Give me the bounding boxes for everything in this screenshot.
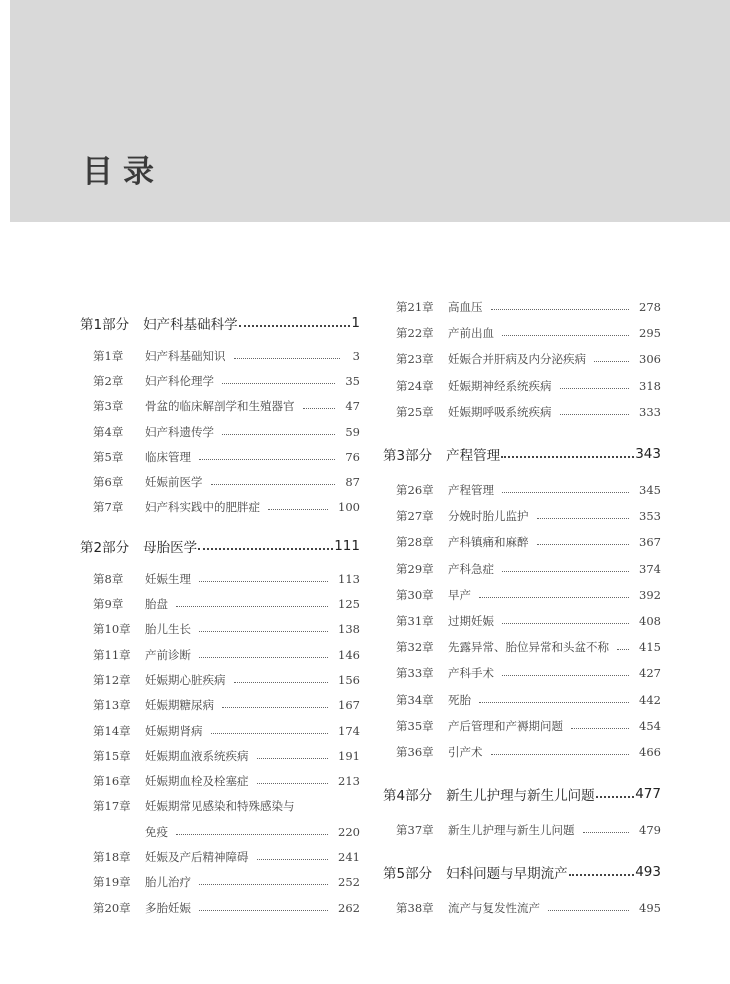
page-number: 111 <box>334 538 360 555</box>
dot-leader <box>257 783 329 784</box>
toc-column-left <box>80 303 360 920</box>
chapter-title: 妊娠期神经系统疾病 <box>448 378 552 393</box>
chapter-number: 第13章 <box>93 698 131 713</box>
chapter-number: 第19章 <box>93 875 131 890</box>
toc-part-entry[interactable] <box>383 849 661 895</box>
chapter-title: 产科镇痛和麻醉 <box>448 535 529 550</box>
page-number: 454 <box>639 718 661 733</box>
toc-chapter-entry[interactable] <box>80 667 360 692</box>
dot-leader <box>199 581 328 582</box>
toc-chapter-entry[interactable] <box>80 844 360 869</box>
dot-leader <box>560 388 630 389</box>
page-number: 87 <box>345 475 360 490</box>
chapter-title: 妊娠期肾病 <box>145 723 203 738</box>
toc-chapter-entry[interactable] <box>383 660 661 686</box>
toc-chapter-entry[interactable] <box>80 394 360 419</box>
toc-part-entry[interactable] <box>80 526 360 566</box>
page-number: 76 <box>345 449 360 464</box>
dot-leader <box>501 456 634 458</box>
dot-leader <box>176 834 328 835</box>
chapter-number: 第33章 <box>396 666 434 681</box>
toc-chapter-entry[interactable] <box>80 469 360 494</box>
page-number: 466 <box>639 744 661 759</box>
dot-leader <box>479 702 629 703</box>
chapter-title: 胎儿治疗 <box>145 875 191 890</box>
toc-chapter-entry[interactable] <box>80 768 360 793</box>
page-number: 295 <box>639 326 661 341</box>
dot-leader <box>583 832 630 833</box>
page-number: 167 <box>338 698 360 713</box>
page-number: 278 <box>639 300 661 315</box>
chapter-number: 第31章 <box>396 613 434 628</box>
chapter-number: 第20章 <box>93 900 131 915</box>
dot-leader <box>199 910 328 911</box>
dot-leader <box>502 335 629 336</box>
toc-chapter-entry[interactable] <box>383 529 661 555</box>
page-number: 252 <box>338 875 360 890</box>
toc-column-right <box>383 294 661 921</box>
dot-leader <box>234 682 329 683</box>
page-number: 343 <box>635 445 661 462</box>
page-number: 477 <box>635 786 661 802</box>
toc-chapter-entry[interactable] <box>383 294 661 320</box>
toc-chapter-entry[interactable] <box>383 399 661 425</box>
chapter-number: 第26章 <box>396 483 434 498</box>
page-number: 427 <box>639 666 661 681</box>
chapter-number: 第25章 <box>396 404 434 419</box>
chapter-number: 第17章 <box>93 799 131 814</box>
page-number: 146 <box>338 647 360 662</box>
part-number: 第4部分 <box>383 788 433 804</box>
dot-leader <box>502 623 629 624</box>
dot-leader <box>596 796 635 798</box>
dot-leader <box>502 571 629 572</box>
chapter-title: 妊娠期常见感染和特殊感染与 <box>145 799 295 814</box>
chapter-title: 产前出血 <box>448 326 494 341</box>
chapter-number: 第29章 <box>396 561 434 576</box>
toc-chapter-entry[interactable] <box>383 608 661 634</box>
page-number: 220 <box>338 824 360 839</box>
part-title: 产程管理 <box>446 447 501 464</box>
dot-leader <box>303 408 336 409</box>
page-number: 138 <box>338 622 360 637</box>
chapter-title: 免疫 <box>145 824 168 839</box>
toc-chapter-entry[interactable] <box>80 617 360 642</box>
chapter-number: 第3章 <box>93 399 124 414</box>
dot-leader <box>222 707 328 708</box>
dot-leader <box>198 548 333 550</box>
chapter-title: 妊娠期呼吸系统疾病 <box>448 404 552 419</box>
chapter-title: 妊娠合并肝病及内分泌疾病 <box>448 352 586 367</box>
chapter-title: 产科急症 <box>448 561 494 576</box>
chapter-title: 临床管理 <box>145 449 191 464</box>
chapter-title: 产前诊断 <box>145 647 191 662</box>
toc-chapter-entry[interactable] <box>80 566 360 591</box>
page-number: 113 <box>338 571 360 586</box>
page-number: 318 <box>639 378 661 393</box>
chapter-number: 第11章 <box>93 647 131 662</box>
page-number: 156 <box>338 672 360 687</box>
page-number: 493 <box>635 864 661 881</box>
page-title: 目录 <box>82 154 164 190</box>
toc-chapter-entry[interactable] <box>383 503 661 529</box>
chapter-title: 死胎 <box>448 692 471 707</box>
chapter-title: 妊娠前医学 <box>145 475 203 490</box>
chapter-title: 妊娠期心脏疾病 <box>145 672 226 687</box>
chapter-number: 第38章 <box>396 901 434 916</box>
page-number: 408 <box>639 613 661 628</box>
page-number: 306 <box>639 352 661 367</box>
toc-chapter-entry[interactable] <box>383 817 661 843</box>
toc-chapter-entry[interactable] <box>80 642 360 667</box>
page-number: 392 <box>639 587 661 602</box>
toc-chapter-entry[interactable] <box>80 343 360 368</box>
chapter-title: 分娩时胎儿监护 <box>448 509 529 524</box>
part-title: 妇产科基础科学 <box>143 317 238 333</box>
toc-chapter-entry[interactable] <box>383 582 661 608</box>
dot-leader <box>234 358 341 359</box>
dot-leader <box>491 754 630 755</box>
dot-leader <box>199 884 328 885</box>
page-number: 495 <box>639 901 661 916</box>
chapter-title: 妊娠期血栓及栓塞症 <box>145 774 249 789</box>
chapter-title: 妇产科遗传学 <box>145 424 214 439</box>
toc-chapter-entry[interactable] <box>80 591 360 616</box>
chapter-number: 第15章 <box>93 748 131 763</box>
toc-chapter-entry[interactable] <box>383 686 661 712</box>
part-number: 第3部分 <box>383 447 433 464</box>
toc-chapter-entry[interactable] <box>80 495 360 520</box>
toc-chapter-entry[interactable] <box>80 368 360 393</box>
page-number: 47 <box>345 399 360 414</box>
toc-chapter-entry[interactable] <box>383 713 661 739</box>
part-title: 新生儿护理与新生儿问题 <box>446 788 595 804</box>
dot-leader <box>222 383 335 384</box>
chapter-title: 妇产科伦理学 <box>145 373 214 388</box>
chapter-title: 妇产科基础知识 <box>145 348 226 363</box>
toc-chapter-entry[interactable] <box>80 718 360 743</box>
dot-leader <box>491 309 630 310</box>
dot-leader <box>502 492 629 493</box>
chapter-number: 第1章 <box>93 348 124 363</box>
chapter-number: 第32章 <box>396 640 434 655</box>
page-number: 345 <box>639 483 661 498</box>
page-number: 262 <box>338 900 360 915</box>
dot-leader <box>199 631 328 632</box>
page-number: 35 <box>345 373 360 388</box>
dot-leader <box>571 728 629 729</box>
page-number: 374 <box>639 561 661 576</box>
dot-leader <box>502 675 629 676</box>
dot-leader <box>199 459 335 460</box>
chapter-number: 第37章 <box>396 823 434 838</box>
toc-chapter-entry[interactable] <box>80 419 360 444</box>
chapter-title: 先露异常、胎位异常和头盆不称 <box>448 640 609 655</box>
chapter-title: 多胎妊娠 <box>145 900 191 915</box>
toc-chapter-entry[interactable] <box>383 477 661 503</box>
chapter-number: 第21章 <box>396 300 434 315</box>
page-number: 3 <box>352 348 360 363</box>
toc-chapter-entry[interactable] <box>383 556 661 582</box>
dot-leader <box>268 509 328 510</box>
part-number: 第1部分 <box>80 317 130 333</box>
dot-leader <box>569 874 635 876</box>
chapter-title: 产后管理和产褥期问题 <box>448 718 563 733</box>
chapter-title: 引产术 <box>448 744 483 759</box>
toc-part-entry[interactable] <box>383 771 661 817</box>
toc-chapter-entry[interactable] <box>80 794 360 819</box>
page-number: 415 <box>639 640 661 655</box>
chapter-number: 第2章 <box>93 373 124 388</box>
chapter-number: 第30章 <box>396 587 434 602</box>
toc-part-entry[interactable] <box>80 303 360 343</box>
chapter-title: 胎儿生长 <box>145 622 191 637</box>
dot-leader <box>239 325 351 327</box>
chapter-title: 妇产科实践中的肥胖症 <box>145 500 260 515</box>
dot-leader <box>257 859 329 860</box>
dot-leader <box>537 544 630 545</box>
dot-leader <box>560 414 630 415</box>
chapter-title: 妊娠期血液系统疾病 <box>145 748 249 763</box>
chapter-title: 流产与复发性流产 <box>448 901 540 916</box>
chapter-title: 过期妊娠 <box>448 613 494 628</box>
toc-chapter-continuation[interactable] <box>80 819 360 844</box>
page-number: 59 <box>345 424 360 439</box>
page-number: 1 <box>351 315 360 331</box>
toc-chapter-entry[interactable] <box>80 444 360 469</box>
chapter-number: 第22章 <box>396 326 434 341</box>
dot-leader <box>222 434 335 435</box>
chapter-number: 第34章 <box>396 692 434 707</box>
chapter-number: 第9章 <box>93 597 124 612</box>
dot-leader <box>537 518 630 519</box>
chapter-title: 早产 <box>448 587 471 602</box>
chapter-number: 第5章 <box>93 449 124 464</box>
chapter-number: 第18章 <box>93 849 131 864</box>
page-number: 125 <box>338 597 360 612</box>
toc-chapter-entry[interactable] <box>80 743 360 768</box>
part-title: 妇科问题与早期流产 <box>446 866 568 883</box>
chapter-number: 第12章 <box>93 672 131 687</box>
chapter-title: 妊娠生理 <box>145 571 191 586</box>
chapter-number: 第14章 <box>93 723 131 738</box>
chapter-title: 产科手术 <box>448 666 494 681</box>
chapter-number: 第6章 <box>93 475 124 490</box>
chapter-title: 妊娠期糖尿病 <box>145 698 214 713</box>
chapter-title: 胎盘 <box>145 597 168 612</box>
part-number: 第5部分 <box>383 866 433 883</box>
dot-leader <box>479 597 629 598</box>
page-number: 174 <box>338 723 360 738</box>
chapter-number: 第4章 <box>93 424 124 439</box>
dot-leader <box>211 733 329 734</box>
chapter-number: 第28章 <box>396 535 434 550</box>
toc-part-entry[interactable] <box>383 431 661 477</box>
page-number: 367 <box>639 535 661 550</box>
chapter-number: 第8章 <box>93 571 124 586</box>
toc-chapter-entry[interactable] <box>80 870 360 895</box>
chapter-number: 第7章 <box>93 500 124 515</box>
dot-leader <box>617 649 629 650</box>
chapter-title: 高血压 <box>448 300 483 315</box>
toc-chapter-entry[interactable] <box>80 895 360 920</box>
toc-chapter-entry[interactable] <box>383 634 661 660</box>
part-title: 母胎医学 <box>143 540 198 557</box>
dot-leader <box>176 606 328 607</box>
dot-leader <box>199 657 328 658</box>
dot-leader <box>594 361 629 362</box>
chapter-title: 骨盆的临床解剖学和生殖器官 <box>145 399 295 414</box>
chapter-title: 妊娠及产后精神障碍 <box>145 849 249 864</box>
page-number: 213 <box>338 774 360 789</box>
chapter-number: 第27章 <box>396 509 434 524</box>
page-number: 479 <box>639 823 661 838</box>
dot-leader <box>548 910 629 911</box>
page-number: 241 <box>338 849 360 864</box>
chapter-title: 新生儿护理与新生儿问题 <box>448 823 575 838</box>
page-number: 191 <box>338 748 360 763</box>
toc-chapter-entry[interactable] <box>383 346 661 372</box>
toc-chapter-entry[interactable] <box>80 693 360 718</box>
toc-chapter-entry[interactable] <box>383 373 661 399</box>
chapter-number: 第35章 <box>396 718 434 733</box>
toc-chapter-entry[interactable] <box>383 320 661 346</box>
dot-leader <box>211 484 336 485</box>
page-number: 442 <box>639 692 661 707</box>
part-number: 第2部分 <box>80 540 130 557</box>
toc-chapter-entry[interactable] <box>383 895 661 921</box>
page-number: 100 <box>338 500 360 515</box>
page-number: 333 <box>639 404 661 419</box>
chapter-title: 产程管理 <box>448 483 494 498</box>
page-number: 353 <box>639 509 661 524</box>
chapter-number: 第23章 <box>396 352 434 367</box>
dot-leader <box>257 758 329 759</box>
toc-chapter-entry[interactable] <box>383 739 661 765</box>
chapter-number: 第24章 <box>396 378 434 393</box>
chapter-number: 第36章 <box>396 744 434 759</box>
chapter-number: 第16章 <box>93 774 131 789</box>
chapter-number: 第10章 <box>93 622 131 637</box>
